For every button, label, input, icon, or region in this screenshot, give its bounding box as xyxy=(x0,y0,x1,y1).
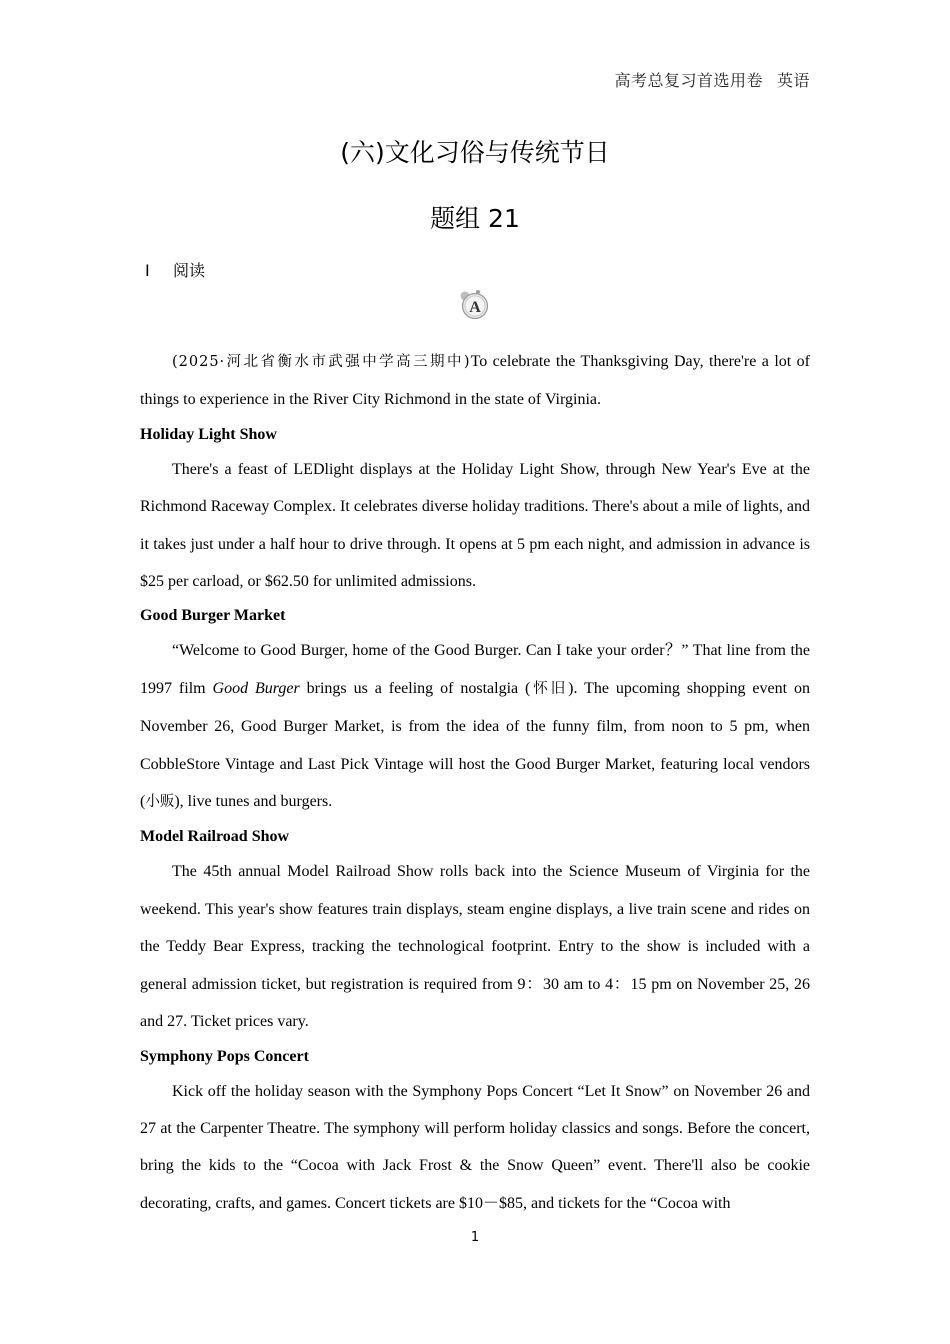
group-title: 题组 21 xyxy=(430,204,520,233)
gb-text-a: “Welcome to Good Burger, home of the Good Burger. Can I take your order？” That line from the 1997 film xyxy=(140,642,810,697)
passage-letter: A xyxy=(469,299,481,316)
reading-passage xyxy=(140,343,810,1222)
heading-model-railroad-show: Model Railroad Show xyxy=(140,828,290,846)
page-number: 1 xyxy=(470,1230,480,1245)
gloss-vendors: 小贩 xyxy=(145,794,175,811)
gb-text-b: brings us a feeling of nostalgia ( xyxy=(299,679,531,697)
chapter-title: (六)文化习俗与传统节日 xyxy=(340,138,610,167)
source-citation: (2025·河北省衡水市武强中学高三期中) xyxy=(172,354,471,370)
section-label xyxy=(145,258,205,281)
heading-good-burger-market: Good Burger Market xyxy=(140,607,286,625)
film-title: Good Burger xyxy=(212,679,300,697)
section-name: 阅读 xyxy=(173,261,206,280)
gloss-nostalgia: 怀旧 xyxy=(530,680,569,697)
passage-badge xyxy=(458,288,492,322)
section-number: Ⅰ xyxy=(145,263,150,280)
intro-text: To celebrate the Thanksgiving Day, there're a lot of things to experience in the River City Richmond in the state of Virginia. xyxy=(140,353,811,409)
gb-text-d: ), live tunes and burgers. xyxy=(174,793,333,811)
intro-paragraph xyxy=(140,343,810,419)
running-header xyxy=(614,68,810,91)
passage-badge-icon xyxy=(458,288,492,322)
paragraph-good-burger-market xyxy=(140,632,810,821)
header-subject: 英语 xyxy=(776,71,810,90)
heading-symphony-pops-concert: Symphony Pops Concert xyxy=(140,1047,309,1065)
paragraph-model-railroad-show: The 45th annual Model Railroad Show rolls back into the Science Museum of Virginia for the weekend. This year's show features train displays, steam engine displays, a live train scene and rides on the Teddy Bear Express, tracking the technological footprint. Entry to the show is included with a general admission ticket, but registration is required from 9：30 am to 4：15 pm on November 25, 26 and 27. Ticket prices vary. xyxy=(140,863,810,1031)
paragraph-holiday-light-show: There's a feast of LEDlight displays at the Holiday Light Show, through New Year's Eve at the Richmond Raceway Complex. It celebrates diverse holiday traditions. There's about a mile of lights, and it takes just under a half hour to drive through. It opens at 5 pm each night, and admission in advance is $25 per carload, or $62.50 for unlimited admissions. xyxy=(140,460,810,591)
gb-text-c: ). The upcoming shopping event on November 26, Good Burger Market, is from the idea of the funny film, from noon to 5 pm, when CobbleStore Vintage and Last Pick Vintage will host the Good Burger Market, featuring local vendors ( xyxy=(140,679,811,811)
paragraph-symphony-pops-concert: Kick off the holiday season with the Symphony Pops Concert “Let It Snow” on November 26 and 27 at the Carpenter Theatre. The symphony will perform holiday classics and songs. Before the concert, bring the kids to the “Cocoa with Jack Frost & the Snow Queen” event. There'll also be cookie decorating, crafts, and games. Concert tickets are $10－$85, and tickets for the “Cocoa with xyxy=(140,1082,810,1212)
header-book-title: 高考总复习首选用卷 xyxy=(614,71,763,90)
heading-holiday-light-show: Holiday Light Show xyxy=(140,425,277,443)
